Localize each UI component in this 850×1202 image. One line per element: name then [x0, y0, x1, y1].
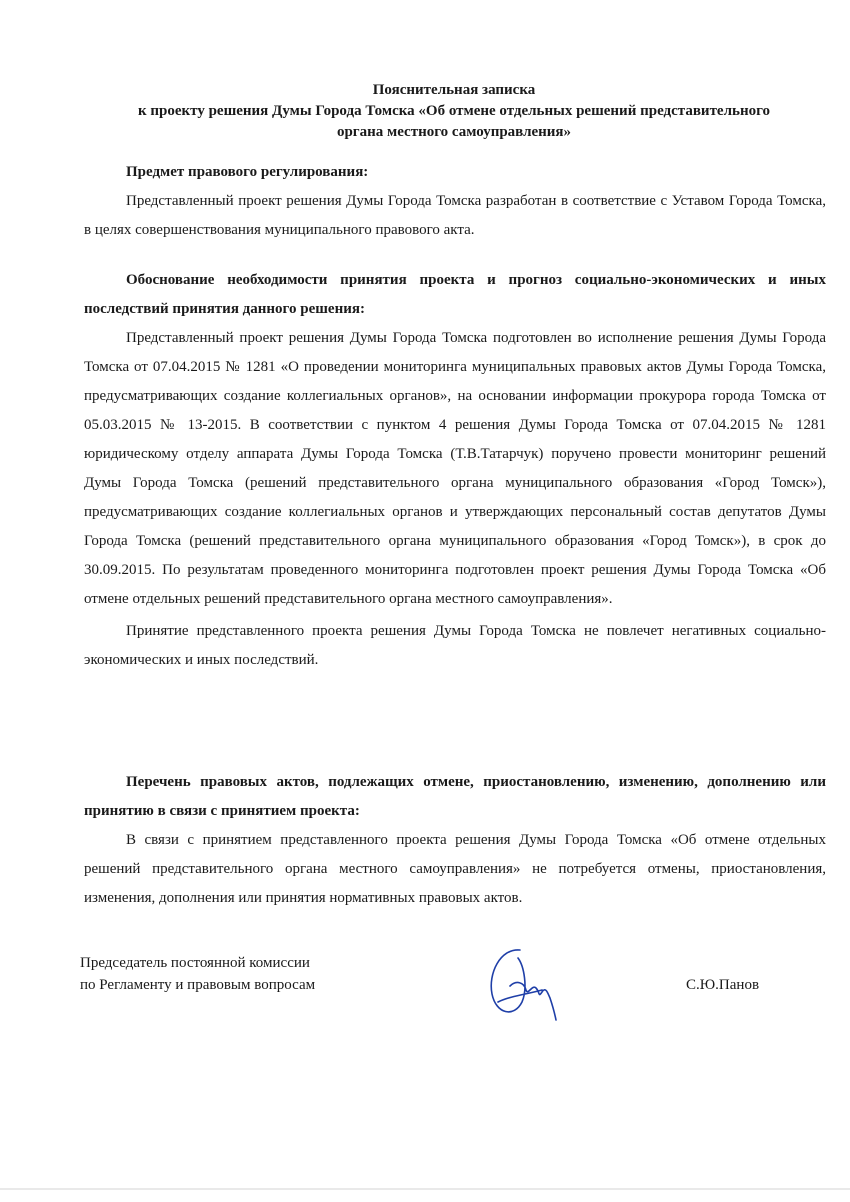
signer-role — [80, 952, 315, 996]
justification-heading: Обоснование необходимости принятия проекта и прогноз социально-экономических и иных последствий принятия данного решения: — [84, 272, 826, 317]
section-subject — [84, 158, 826, 245]
subject-paragraph: Представленный проект решения Думы Города Томска разработан в соответствие с Уставом Города Томска, в целях совершенствования муниципального правового акта. — [84, 193, 826, 238]
document-title — [80, 80, 828, 143]
title-line-1: Пояснительная записка — [372, 82, 536, 98]
justification-paragraph-1: Представленный проект решения Думы Города Томска подготовлен во исполнение решения Думы Города Томска от 07.04.2015 № 1281 «О проведении мониторинга муниципальных правовых актов Думы Города Томска, предусматривающих создание коллегиальных органов», на основании информации прокурора города Томска от 05.03.2015 № 13-2015. В соответствии с пунктом 4 решения Думы Города Томска от 07.04.2015 № 1281 юридическому отделу аппарата Думы Города Томска (Т.В.Татарчук) поручено провести мониторинг решений Думы Города Томска (решений представительного органа муниципального образования «Город Томск»), предусматривающих создание коллегиальных органов и утверждающих персональный состав депутатов Думы Города Томска (решений представительного органа муниципального образования «Город Томск»), в срок до 30.09.2015. По результатам проведенного мониторинга подготовлен проект решения Думы Города Томска «Об отмене отдельных решений представительного органа местного самоуправления». — [84, 330, 826, 607]
title-line-2: к проекту решения Думы Города Томска «Об отмене отдельных решений представительного — [137, 103, 771, 119]
subject-heading: Предмет правового регулирования: — [126, 164, 369, 180]
signer-role-line-1: Председатель постоянной комиссии — [80, 955, 310, 971]
acts-heading: Перечень правовых актов, подлежащих отмене, приостановлению, изменению, дополнению или принятию в связи с принятием проекта: — [84, 774, 826, 819]
handwritten-signature — [480, 944, 570, 1026]
signature-block — [80, 952, 840, 1042]
signer-role-line-2: по Регламенту и правовым вопросам — [80, 977, 316, 993]
acts-paragraph: В связи с принятием представленного проекта решения Думы Города Томска «Об отмене отдельных решений представительного органа местного самоуправления» не потребуется отмены, приостановления, изменения, дополнения или принятия нормативных правовых актов. — [84, 832, 826, 906]
signer-name: С.Ю.Панов — [686, 977, 760, 993]
scan-fold-line — [0, 1188, 850, 1190]
section-justification — [84, 266, 826, 675]
section-acts — [84, 768, 826, 913]
title-line-3: органа местного самоуправления» — [336, 124, 572, 140]
justification-paragraph-2: Принятие представленного проекта решения Думы Города Томска не повлечет негативных социально-экономических и иных последствий. — [84, 623, 826, 668]
